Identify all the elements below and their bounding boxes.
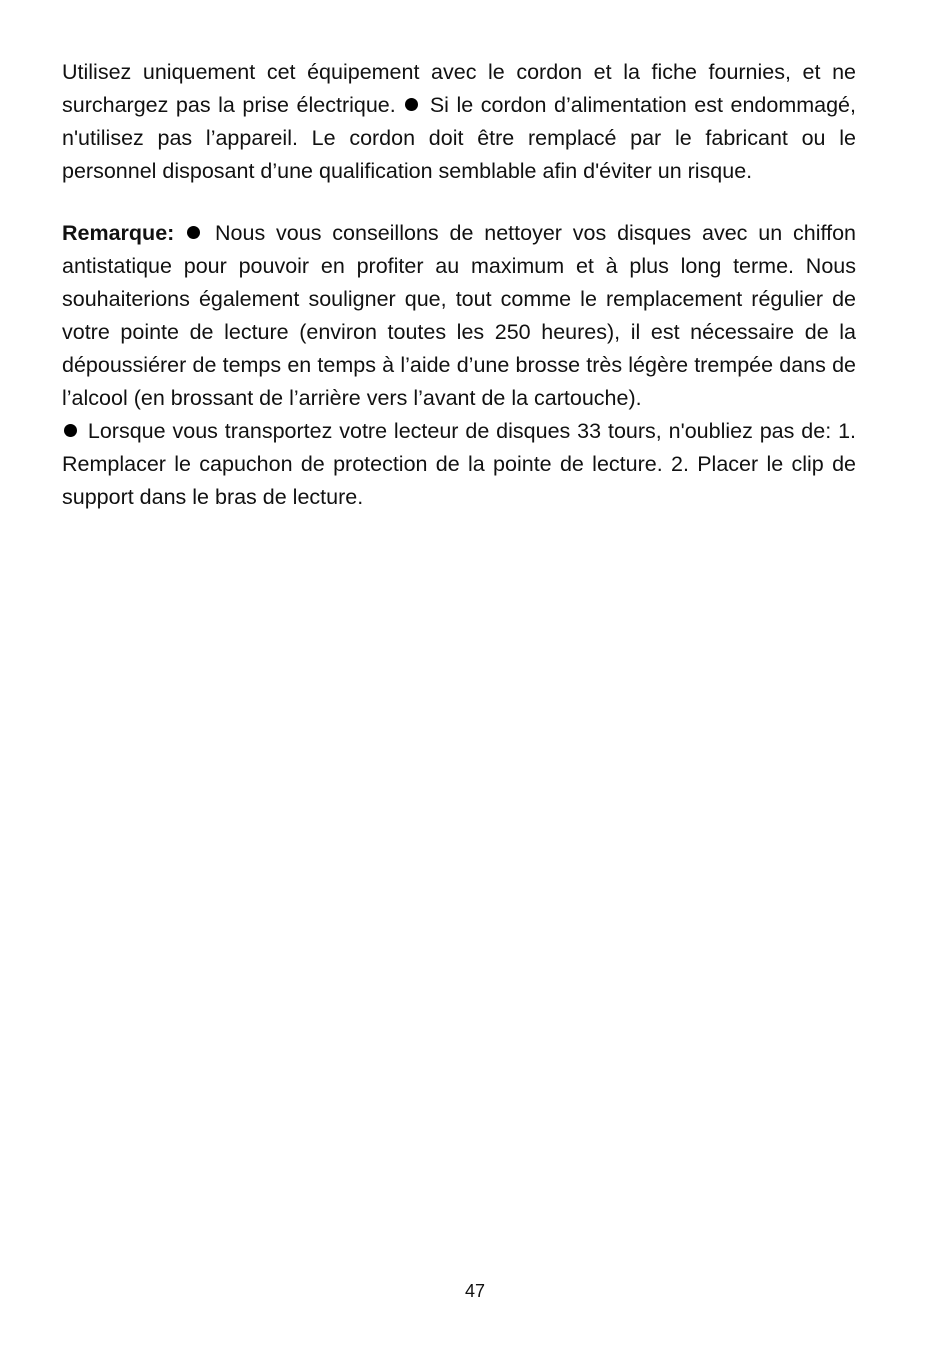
bullet-icon: [187, 226, 200, 239]
bullet-icon: [405, 98, 418, 111]
page-number: 47: [464, 1281, 486, 1301]
power-cord-text-a: Utilisez uniquement cet équipement avec le cordon et la fiche fournies, et ne surchargez pas la prise électrique.: [62, 60, 856, 117]
power-cord-paragraph: [62, 56, 856, 188]
bullet-icon: [64, 424, 77, 437]
power-cord-text-b: Si le cordon d’alimentation est endommagé, n'utilisez pas l’appareil. Le cordon doit être remplacé par le fabricant ou le personnel disposant d’une qualification semblable afin d'éviter un risque.: [62, 93, 856, 183]
paragraph-gap: [62, 188, 856, 217]
remark-paragraph: [62, 217, 856, 514]
remark-label: Remarque:: [62, 221, 175, 245]
remark-text-a: Nous vous conseillons de nettoyer vos disques avec un chiffon antistatique pour pouvoir en profiter au maximum et à plus long terme. Nous souhaiterions également souligner que, tout comme le remplacement régulier de votre pointe de lecture (environ toutes les 250 heures), il est nécessaire de la dépoussiérer de temps en temps à l’aide d’une brosse très légère trempée dans de l’alcool (en brossant de l’arrière vers l’avant de la cartouche).: [62, 221, 856, 410]
remark-text-b: Lorsque vous transportez votre lecteur de disques 33 tours, n'oubliez pas de: 1. Remplacer le capuchon de protection de la pointe de lecture. 2. Placer le clip de support dans le bras de lecture.: [62, 419, 856, 509]
document-page: [62, 56, 856, 514]
